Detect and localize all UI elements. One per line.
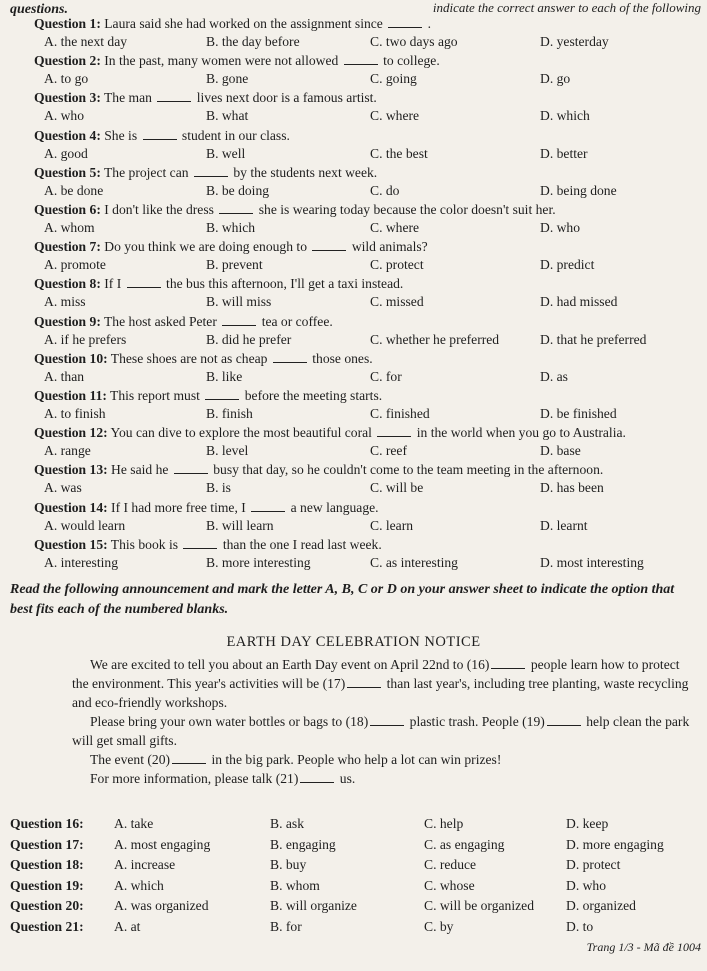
page-footer: Trang 1/3 - Mã đề 1004 <box>586 940 701 954</box>
question-stem <box>34 239 428 255</box>
answer-option[interactable]: B. did he prefer <box>206 331 292 347</box>
answer-question-label <box>10 898 84 914</box>
question-stem <box>34 16 431 32</box>
answer-option[interactable]: A. take <box>114 816 154 831</box>
answer-blank <box>377 425 411 437</box>
notice-paragraph-1 <box>72 655 690 712</box>
notice-text: than last year's, including tree planting, waste recycling and eco-friendly workshops. <box>72 676 689 710</box>
question-number: Question 20: <box>10 898 84 913</box>
answer-blank <box>273 351 307 363</box>
answer-option[interactable]: D. being done <box>540 182 617 198</box>
answer-option[interactable]: C. for <box>370 368 402 384</box>
answer-option[interactable]: D. most interesting <box>540 554 644 570</box>
question-number: Question 2: <box>34 53 101 69</box>
answer-blank <box>312 239 346 251</box>
answer-option[interactable]: A. than <box>44 368 85 384</box>
question-number: Question 11: <box>34 388 107 403</box>
question-number: Question 10: <box>34 350 108 366</box>
answer-blank <box>300 771 334 783</box>
answer-option[interactable]: C. as engaging <box>424 836 505 852</box>
question-stem <box>34 276 403 292</box>
notice-paragraph-4 <box>72 769 690 788</box>
answer-blank <box>194 165 228 177</box>
answer-option[interactable]: B. prevent <box>206 257 263 273</box>
question-text-before: If I <box>104 276 122 292</box>
answer-option[interactable]: B. for <box>270 918 302 934</box>
answer-option[interactable]: B. buy <box>270 857 307 872</box>
answer-option[interactable]: A. increase <box>114 857 176 872</box>
answer-option[interactable]: D. be finished <box>540 406 617 421</box>
question-text-before: I don't like the dress <box>104 202 214 217</box>
answer-option[interactable]: B. like <box>206 368 243 384</box>
question-text-before: Laura said she had worked on the assignment since <box>104 16 383 31</box>
answer-option[interactable]: C. learn <box>370 517 414 533</box>
question-number: Question 6: <box>34 202 101 217</box>
answer-blank <box>183 537 217 549</box>
answer-blank <box>143 128 177 140</box>
answer-option[interactable]: D. to <box>566 918 594 934</box>
question-text-after: before the meeting starts. <box>244 388 383 403</box>
answer-option[interactable]: A. was organized <box>114 898 209 913</box>
answer-option[interactable]: D. which <box>540 108 590 124</box>
answer-option[interactable]: D. that he preferred <box>540 331 647 347</box>
answer-option[interactable]: A. promote <box>44 257 106 273</box>
answer-option[interactable]: B. is <box>206 480 231 496</box>
question-number: Question 21: <box>10 918 84 934</box>
answer-option[interactable]: C. reduce <box>424 857 477 872</box>
answer-option[interactable]: C. going <box>370 71 417 87</box>
answer-option[interactable]: C. help <box>424 816 464 831</box>
question-text-after: in the world when you go to Australia. <box>416 425 626 441</box>
answer-option[interactable]: C. reef <box>370 443 407 459</box>
answer-option[interactable]: D. organized <box>566 898 636 913</box>
answer-option[interactable]: A. miss <box>44 294 86 310</box>
notice-text: The event (20) <box>90 752 171 767</box>
notice-paragraph-3 <box>72 750 690 769</box>
answer-option[interactable]: D. who <box>566 877 607 893</box>
answer-option[interactable]: D. predict <box>540 257 595 273</box>
answer-option[interactable]: C. do <box>370 182 400 198</box>
reading-instruction: Read the following announcement and mark the letter A, B, C or D on your answer sheet to indicate the option that best fits each of the numbered blanks. <box>10 582 675 617</box>
answer-option[interactable]: B. ask <box>270 816 304 831</box>
question-text-before: The host asked Peter <box>104 313 217 329</box>
question-text-after: student in our class. <box>181 127 290 143</box>
answer-option[interactable]: B. which <box>206 220 256 235</box>
question-number: Question 7: <box>34 239 101 255</box>
question-text-after: lives next door is a famous artist. <box>196 90 377 106</box>
question-text-before: These shoes are not as cheap <box>110 350 268 366</box>
notice-title: EARTH DAY CELEBRATION NOTICE <box>226 634 481 650</box>
answer-option[interactable]: A. was <box>44 480 82 496</box>
answer-question-label <box>10 878 84 894</box>
answer-question-label <box>10 919 84 935</box>
answer-option[interactable]: A. interesting <box>44 554 118 570</box>
question-text-after: by the students next week. <box>233 164 378 180</box>
answer-question-label <box>10 816 84 832</box>
question-text-after: to college. <box>383 53 440 69</box>
answer-option[interactable]: A. at <box>114 918 141 934</box>
answer-option[interactable]: B. engaging <box>270 836 336 852</box>
answer-blank <box>174 462 208 474</box>
answer-option[interactable]: C. whether he preferred <box>370 331 500 347</box>
answer-option[interactable]: C. where <box>370 220 420 235</box>
answer-option[interactable]: C. as interesting <box>370 554 458 570</box>
answer-option[interactable]: A. would learn <box>44 517 126 533</box>
question-number: Question 14: <box>34 499 108 515</box>
answer-blank <box>222 314 256 326</box>
answer-blank <box>205 388 239 400</box>
answer-blank <box>127 276 161 288</box>
answer-option[interactable]: A. to finish <box>44 406 106 421</box>
question-text-after: tea or coffee. <box>261 313 333 329</box>
question-number: Question 17: <box>10 836 84 852</box>
answer-blank <box>344 53 378 65</box>
question-number: Question 4: <box>34 127 101 143</box>
question-stem <box>34 537 382 553</box>
answer-option[interactable]: B. more interesting <box>206 554 311 570</box>
question-text-after: the bus this afternoon, I'll get a taxi instead. <box>166 276 404 292</box>
question-stem <box>34 425 626 441</box>
answer-option[interactable]: B. will learn <box>206 517 274 533</box>
notice-text: We are excited to tell you about an Earth Day event on April 22nd to (16) <box>90 657 490 672</box>
question-number: Question 12: <box>34 425 108 441</box>
answer-option[interactable]: D. yesterday <box>540 34 609 49</box>
answer-option[interactable]: D. base <box>540 443 581 459</box>
answer-option[interactable]: C. where <box>370 108 420 124</box>
notice-text: people learn how to protect the environment. This year's activities will be (17) <box>72 657 680 691</box>
notice-text: in the big park. People who help a lot can win prizes! <box>211 752 502 767</box>
answer-option[interactable]: C. by <box>424 918 454 934</box>
answer-option[interactable]: D. better <box>540 145 588 161</box>
answer-blank <box>347 676 381 688</box>
question-text-after: than the one I read last week. <box>222 536 382 552</box>
question-text-before: This report must <box>110 388 200 403</box>
question-text-before: The man <box>104 90 152 106</box>
question-text-before: This book is <box>110 536 179 552</box>
notice-text: us. <box>339 771 356 786</box>
answer-option[interactable]: D. learnt <box>540 517 588 533</box>
notice-text: help clean the park will get small gifts. <box>72 714 690 748</box>
question-stem <box>34 500 379 516</box>
question-text-before: The project can <box>104 164 189 180</box>
answer-blank <box>157 90 191 102</box>
question-text-before: In the past, many women were not allowed <box>104 53 339 69</box>
answer-option[interactable]: A. whom <box>44 220 95 235</box>
question-text-after: she is wearing today because the color doesn't suit her. <box>258 202 556 217</box>
question-text-before: She is <box>104 127 138 143</box>
question-text-before: He said he <box>111 462 169 478</box>
answer-option[interactable]: D. who <box>540 220 581 235</box>
answer-option[interactable]: B. what <box>206 108 249 124</box>
answer-option[interactable]: D. protect <box>566 857 621 872</box>
answer-option[interactable]: D. had missed <box>540 294 618 310</box>
question-stem <box>34 202 556 218</box>
question-text-before: If I had more free time, I <box>111 499 246 515</box>
answer-option[interactable]: D. go <box>540 71 571 87</box>
answer-option[interactable]: C. will be <box>370 480 424 496</box>
answer-blank <box>172 752 206 764</box>
notice-text: For more information, please talk (21) <box>90 771 299 786</box>
answer-option[interactable]: B. will organize <box>270 898 357 913</box>
question-stem <box>34 314 333 330</box>
header-left-text: questions. <box>10 2 68 17</box>
answer-option[interactable]: C. whose <box>424 877 475 893</box>
question-stem <box>34 90 377 106</box>
question-text-after: . <box>427 16 432 31</box>
answer-blank <box>388 16 422 28</box>
question-text-after: those ones. <box>312 350 373 366</box>
question-number: Question 16: <box>10 816 84 831</box>
question-number: Question 19: <box>10 877 84 893</box>
question-stem <box>34 462 603 478</box>
answer-option[interactable]: A. to go <box>44 71 89 87</box>
answer-question-label <box>10 837 84 853</box>
answer-option[interactable]: B. finish <box>206 406 253 421</box>
answer-option[interactable]: A. the next day <box>44 34 128 49</box>
answer-option[interactable]: C. finished <box>370 406 430 421</box>
question-text-before: Do you think we are doing enough to <box>104 239 307 255</box>
question-number: Question 13: <box>34 462 108 478</box>
answer-option[interactable]: A. who <box>44 108 85 124</box>
question-text-after: wild animals? <box>351 239 428 255</box>
answer-option[interactable]: B. level <box>206 443 249 459</box>
answer-blank <box>547 714 581 726</box>
answer-option[interactable]: C. the best <box>370 145 428 161</box>
question-text-before: You can dive to explore the most beautiful coral <box>110 425 372 441</box>
question-text-after: busy that day, so he couldn't come to the team meeting in the afternoon. <box>213 462 604 478</box>
answer-blank <box>251 500 285 512</box>
answer-option[interactable]: D. keep <box>566 816 609 831</box>
answer-question-label <box>10 857 84 873</box>
notice-text: Please bring your own water bottles or bags to (18) <box>90 714 369 729</box>
question-number: Question 5: <box>34 164 101 180</box>
answer-option[interactable]: C. missed <box>370 294 424 310</box>
question-stem <box>34 128 290 144</box>
question-stem <box>34 53 440 69</box>
question-stem <box>34 388 382 404</box>
answer-option[interactable]: B. whom <box>270 877 320 893</box>
answer-option[interactable]: C. protect <box>370 257 424 273</box>
answer-option[interactable]: B. gone <box>206 71 249 87</box>
question-number: Question 15: <box>34 536 108 552</box>
question-number: Question 9: <box>34 313 101 329</box>
answer-option[interactable]: A. good <box>44 145 88 161</box>
answer-option[interactable]: D. more engaging <box>566 836 664 852</box>
answer-option[interactable]: C. two days ago <box>370 34 458 49</box>
answer-option[interactable]: A. be done <box>44 182 104 198</box>
question-number: Question 1: <box>34 16 101 31</box>
answer-option[interactable]: D. as <box>540 368 568 384</box>
answer-blank <box>370 714 404 726</box>
answer-blank <box>491 657 525 669</box>
notice-text: plastic trash. People (19) <box>409 714 545 729</box>
answer-blank <box>219 202 253 214</box>
notice-paragraph-2 <box>72 712 690 750</box>
question-number: Question 18: <box>10 857 84 872</box>
question-text-after: a new language. <box>290 499 379 515</box>
answer-option[interactable]: A. which <box>114 877 164 893</box>
answer-option[interactable]: A. most engaging <box>114 836 211 852</box>
answer-option[interactable]: C. will be organized <box>424 898 534 913</box>
answer-option[interactable]: D. has been <box>540 480 604 496</box>
question-number: Question 8: <box>34 276 101 292</box>
answer-option[interactable]: B. the day before <box>206 34 300 49</box>
answer-option[interactable]: B. be doing <box>206 182 270 198</box>
answer-option[interactable]: B. will miss <box>206 294 272 310</box>
question-number: Question 3: <box>34 90 101 106</box>
question-stem <box>34 165 377 181</box>
answer-option[interactable]: A. if he prefers <box>44 331 127 347</box>
answer-option[interactable]: A. range <box>44 443 91 459</box>
header-right-text: indicate the correct answer to each of the following <box>432 0 701 15</box>
question-stem <box>34 351 373 367</box>
answer-option[interactable]: B. well <box>206 145 246 161</box>
